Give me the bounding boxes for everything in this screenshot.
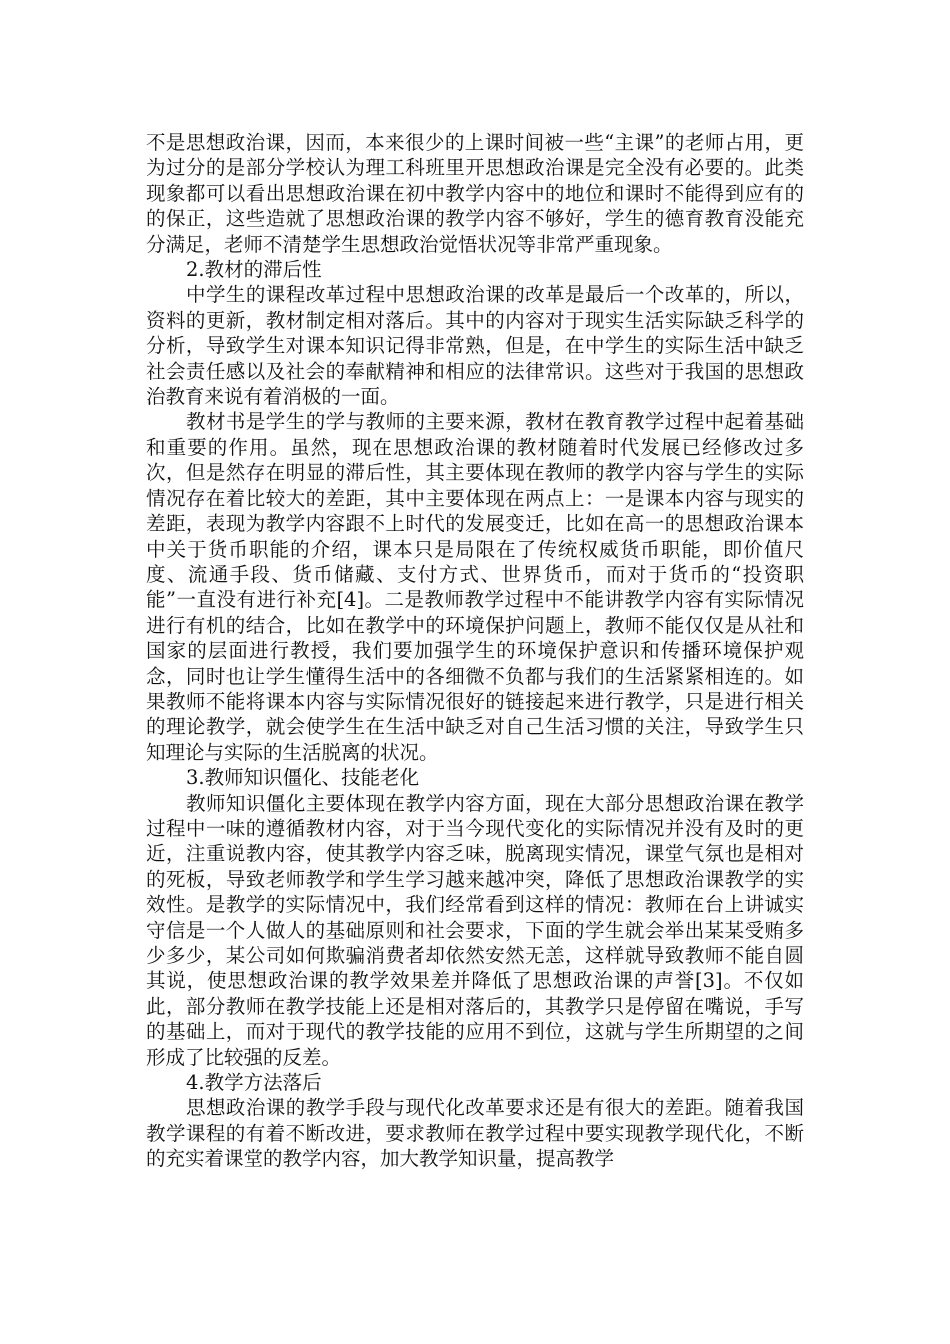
section-heading-2: 2.教材的滞后性 [186, 258, 322, 282]
section-heading-4: 4.教学方法落后 [186, 1071, 322, 1095]
paragraph-teaching-methods: 思想政治课的教学手段与现代化改革要求还是有很大的差距。随着我国教学课程的有着不断改进，要求教师在教学过程中要实现教学现代化，不断的充实着课堂的教学内容，加大教学知识量，提高教学 [146, 1096, 804, 1171]
paragraph-intro-continued: 不是思想政治课，因而，本来很少的上课时间被一些“主课”的老师占用，更为过分的是部分学校认为理工科班里开思想政治课是完全没有必要的。此类现象都可以看出思想政治课在初中教学内容中的地位和课时不能得到应有的的保正，这些造就了思想政治课的教学内容不够好，学生的德育教育没能充分满足，老师不清楚学生思想政治觉悟状况等非常严重现象。 [146, 131, 804, 256]
paragraph-textbook-lag: 中学生的课程改革过程中思想政治课的改革是最后一个改革的，所以，资料的更新，教材制定相对落后。其中的内容对于现实生活实际缺乏科学的分析，导致学生对课本知识记得非常熟，但是，在中学生的实际生活中缺乏社会责任感以及社会的奉献精神和相应的法律常识。这些对于我国的思想政治教育来说有着消极的一面。 [146, 283, 804, 409]
paragraph-teacher-knowledge: 教师知识僵化主要体现在教学内容方面，现在大部分思想政治课在教学过程中一味的遵循教材内容，对于当今现代变化的实际情况并没有及时的更近，注重说教内容，使其教学内容乏味，脱离现实情况，课堂气氛也是相对的死板，导致老师教学和学生学习越来越冲突，降低了思想政治课教学的实效性。是教学的实际情况中，我们经常看到这样的情况：教师在台上讲诚实守信是一个人做人的基础原则和社会要求，下面的学生就会举出某某受贿多少多少，某公司如何欺骗消费者却依然安然无恙，这样就导致教师不能自圆其说，使思想政治课的教学效果差并降低了思想政治课的声誉[3]。不仅如此，部分教师在教学技能上还是相对落后的，其教学只是停留在嘴说，手写的基础上，而对于现代的教学技能的应用不到位，这就与学生所期望的之间形成了比较强的反差。 [146, 791, 804, 1069]
paragraph-textbook-role: 教材书是学生的学与教师的主要来源，教材在教育教学过程中起着基础和重要的作用。虽然，现在思想政治课的教材随着时代发展已经修改过多次，但是然存在明显的滞后性，其主要体现在教师的教学内容与学生的实际情况存在着比较大的差距，其中主要体现在两点上：一是课本内容与现实的差距，表现为教学内容跟不上时代的发展变迁，比如在高一的思想政治课本中关于货币职能的介绍，课本只是局限在了传统权威货币职能，即价值尺度、流通手段、货币储藏、支付方式、世界货币，而对于货币的“投资职能”一直没有进行补充[4]。二是教师教学过程中不能讲教学内容有实际情况进行有机的结合，比如在教学中的环境保护问题上，教师不能仅仅是从社和国家的层面进行教授，我们要加强学生的环境保护意识和传播环境保护观念，同时也让学生懂得生活中的各细微不负都与我们的生活紧紧相连的。如果教师不能将课本内容与实际情况很好的链接起来进行教学，只是进行相关的理论教学，就会使学生在生活中缺乏对自己生活习惯的关注，导致学生只知理论与实际的生活脱离的状况。 [146, 410, 804, 764]
document-body [146, 130, 804, 1172]
section-heading-3: 3.教师知识僵化、技能老化 [186, 766, 420, 790]
